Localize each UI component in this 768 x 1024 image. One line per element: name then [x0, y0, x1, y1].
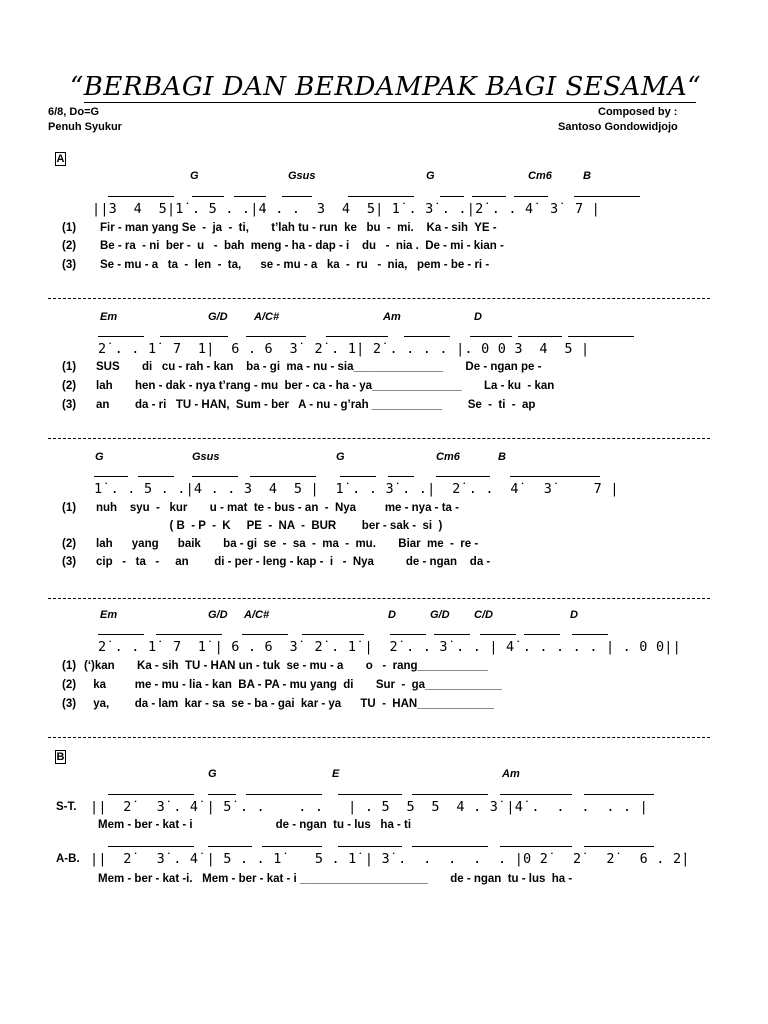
beam-line: [404, 336, 450, 337]
beam-line: [250, 476, 316, 477]
lyric-line: lah yang baik ba - gi se - sa - ma - mu. Biar me - re -: [96, 538, 479, 550]
section-b-marker: B: [56, 751, 65, 763]
beam-line: [584, 794, 654, 795]
song-title-text: “BERBAGI DAN BERDAMPAK BAGI SESAMA“: [70, 72, 702, 102]
lyric-line: Mem - ber - kat - i de - ngan tu - lus ha - ti: [98, 819, 412, 831]
chord: B: [583, 170, 591, 182]
beam-line: [340, 476, 376, 477]
beam-line: [584, 846, 654, 847]
lyric-line: nuh syu - kur u - mat te - bus - an - Nya me - nya - ta -: [96, 502, 459, 514]
voice-label-soprano-tenor: S-T.: [56, 801, 77, 813]
beam-line: [514, 196, 548, 197]
verse-number: (3): [62, 399, 77, 411]
chord: C/D: [474, 609, 493, 621]
tempo-marking: Penuh Syukur: [48, 121, 122, 133]
system-divider: [48, 438, 710, 439]
verse-number: (2): [62, 380, 77, 392]
beam-line: [510, 476, 600, 477]
beam-line: [524, 634, 560, 635]
lyric-line: lah hen - dak - nya t’rang - mu ber - ca - ha - ya______________ La - ku - kan: [96, 380, 555, 392]
lyric-line: ka me - mu - lia - kan BA - PA - mu yang di Sur - ga____________: [90, 679, 502, 691]
chord: G/D: [430, 609, 450, 621]
verse-number: (3): [62, 556, 77, 568]
lyric-line: ya, da - lam kar - sa se - ba - gai kar - ya TU - HAN____________: [90, 698, 494, 710]
verse-number: (1): [62, 222, 77, 234]
beam-line: [412, 794, 488, 795]
beam-line: [472, 196, 506, 197]
lyric-line: Fir - man yang Se - ja - ti, t’lah tu - run ke bu - mi. Ka - sih YE -: [100, 222, 497, 234]
beam-line: [500, 794, 572, 795]
notation-line: 2̇ . . 1̇ 7 1̇ | 6 . 6 3̇ 2̇ . 1̇ | 2̇ . . 3̇ . . | 4̇ . . . . . | . 0 0||: [98, 639, 681, 655]
lyric-line: cip - ta - an di - per - leng - kap - i - Nya de - ngan da -: [96, 556, 491, 568]
notation-line: || 2̇ 3̇ . 4̇ | 5 . . 1̇ 5 . 1̇ | 3̇ . . . . . |0 2̇ 2̇ 2̇ 6 . 2̇|: [90, 851, 690, 867]
chord: G/D: [208, 311, 228, 323]
chord: Am: [502, 768, 520, 780]
beam-line: [192, 196, 224, 197]
beam-line: [568, 336, 634, 337]
beam-line: [246, 794, 322, 795]
beam-line: [302, 634, 364, 635]
beam-line: [138, 476, 174, 477]
notation-line: || 2̇ 3̇ . 4̇ | 5̇ . . . . | . 5 5 5 4 . 3̇ |4̇ . . . . . |: [90, 799, 648, 815]
title-underline: [84, 102, 696, 103]
composed-by-label: Composed by :: [598, 106, 678, 118]
song-title: [70, 72, 710, 102]
chord: Cm6: [528, 170, 552, 182]
lyric-line: Mem - ber - kat -i. Mem - ber - kat - i ____________________ de - ngan tu - lus ha -: [98, 873, 573, 885]
beam-line: [326, 336, 388, 337]
beam-line: [348, 196, 414, 197]
beam-line: [108, 794, 194, 795]
lyric-line: an da - ri TU - HAN, Sum - ber A - nu - g’rah ___________ Se - ti - ap: [96, 399, 536, 411]
system-divider: [48, 298, 710, 299]
beam-line: [208, 794, 236, 795]
verse-number: (3): [62, 698, 77, 710]
verse-number: (1): [62, 361, 77, 373]
chord: Gsus: [192, 451, 220, 463]
lyric-line: ( B - P - K PE - NA - BUR ber - sak - si ): [96, 520, 443, 532]
system-divider: [48, 598, 710, 599]
chord: Gsus: [288, 170, 316, 182]
verse-number: (1): [62, 502, 77, 514]
chord: A/C#: [244, 609, 270, 621]
beam-line: [440, 196, 464, 197]
lyric-line: (‘)kan Ka - sih TU - HAN un - tuk se - mu - a o - rang___________: [84, 660, 488, 672]
lyric-line: Se - mu - a ta - len - ta, se - mu - a ka - ru - nia, pem - be - ri -: [100, 259, 490, 271]
chord: B: [498, 451, 506, 463]
beam-line: [518, 336, 562, 337]
beam-line: [470, 336, 512, 337]
beam-line: [108, 196, 174, 197]
verse-number: (2): [62, 679, 77, 691]
chord: G: [426, 170, 435, 182]
beam-line: [208, 846, 252, 847]
beam-line: [282, 196, 312, 197]
beam-line: [98, 634, 144, 635]
beam-line: [390, 634, 426, 635]
chord: D: [474, 311, 482, 323]
notation-line: 1̇ . . 5 . .|4 . . 3 4 5 | 1̇ . . 3̇ . .| 2̇ . . 4̇ 3̇ 7 |: [94, 481, 619, 497]
beam-line: [480, 634, 516, 635]
beam-line: [98, 336, 144, 337]
beam-line: [412, 846, 488, 847]
beam-line: [94, 476, 128, 477]
lyric-line: Be - ra - ni ber - u - bah meng - ha - dap - i du - nia . De - mi - kian -: [100, 240, 504, 252]
beam-line: [338, 846, 402, 847]
voice-label-alto-bass: A-B.: [56, 853, 80, 865]
chord: G: [95, 451, 104, 463]
beam-line: [108, 846, 194, 847]
chord: E: [332, 768, 340, 780]
beam-line: [572, 634, 608, 635]
beam-line: [242, 634, 288, 635]
verse-number: (2): [62, 538, 77, 550]
chord: Am: [383, 311, 401, 323]
beam-line: [262, 846, 322, 847]
beam-line: [500, 846, 572, 847]
beam-line: [388, 476, 414, 477]
verse-number: (1): [62, 660, 77, 672]
lyric-line: SUS di cu - rah - kan ba - gi ma - nu - sia______________ De - ngan pe -: [96, 361, 542, 373]
beam-line: [234, 196, 266, 197]
chord: G/D: [208, 609, 228, 621]
chord: Em: [100, 609, 118, 621]
chord: A/C#: [254, 311, 280, 323]
beam-line: [246, 336, 306, 337]
beam-line: [434, 634, 470, 635]
chord: G: [208, 768, 217, 780]
chord: Cm6: [436, 451, 460, 463]
chord: D: [570, 609, 578, 621]
beam-line: [156, 634, 222, 635]
notation-line: 2̇ . . 1̇ 7 1̇| 6 . 6 3̇ 2̇ . 1̇| 2̇ . . . . |. 0 0 3 4 5 |: [98, 341, 590, 357]
composer-name: Santoso Gondowidjojo: [558, 121, 678, 133]
beam-line: [574, 196, 640, 197]
chord: Em: [100, 311, 118, 323]
verse-number: (3): [62, 259, 77, 271]
verse-number: (2): [62, 240, 77, 252]
key-signature: 6/8, Do=G: [48, 106, 100, 118]
chord: G: [190, 170, 199, 182]
beam-line: [160, 336, 228, 337]
beam-line: [192, 476, 238, 477]
chord: D: [388, 609, 396, 621]
beam-line: [338, 794, 402, 795]
beam-line: [436, 476, 490, 477]
system-divider: [48, 737, 710, 738]
notation-line: ||3 4 5|1̇ . 5 . .|4 . . 3 4 5| 1̇ . 3̇ . .|2̇ . . 4̇ 3̇ 7 |: [92, 201, 600, 217]
chord: G: [336, 451, 345, 463]
section-a-marker: A: [56, 153, 65, 165]
